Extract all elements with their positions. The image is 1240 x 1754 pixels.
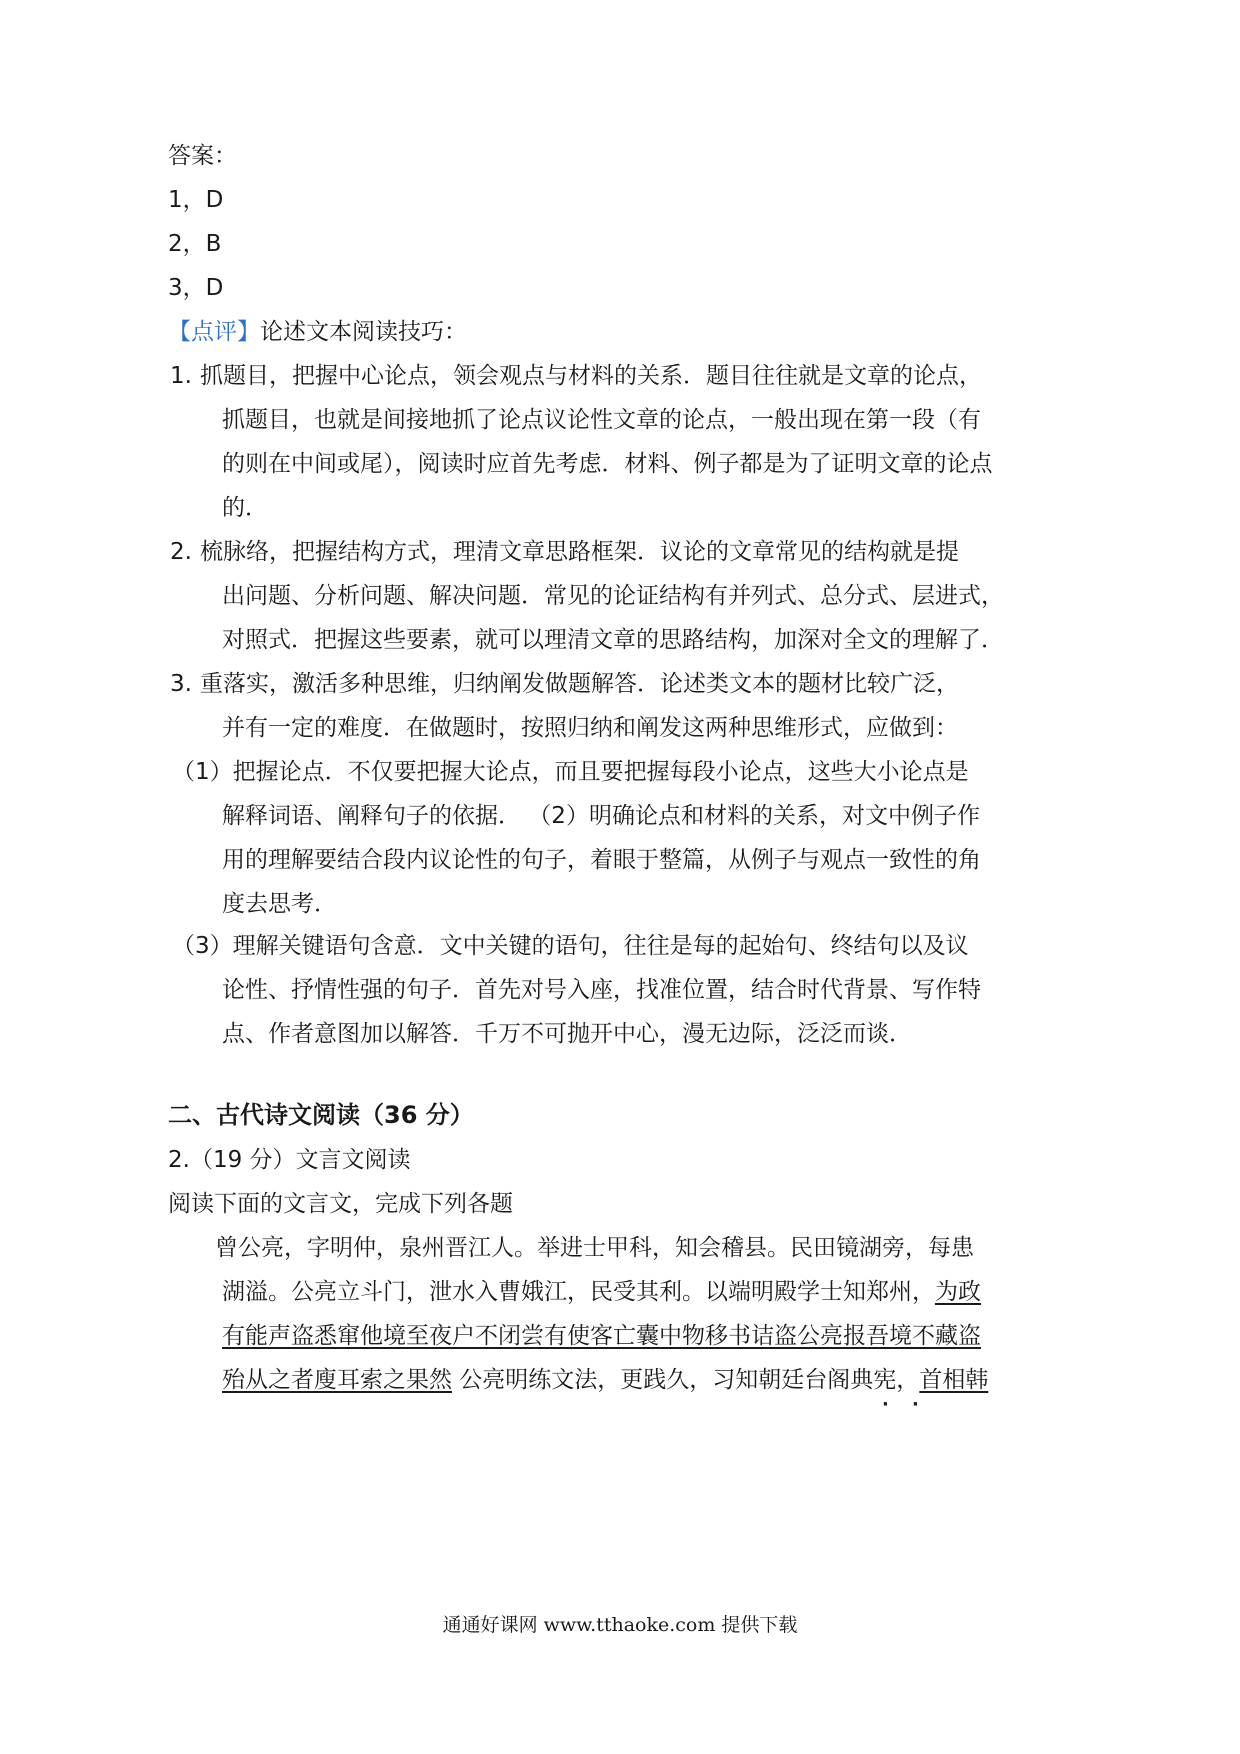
sub-point-3-line-1: （3）理解关键语句含意．文中关键的语句，往往是每的起始句、终结句以及议 — [172, 933, 969, 959]
answer-item-1: 1，D — [168, 187, 224, 213]
passage-line-4-tail: 首相韩 — [919, 1367, 989, 1393]
answer-item-2: 2，B — [168, 231, 222, 257]
sub-point-1-line-3: 用的理解要结合段内议论性的句子，着眼于整篇，从例子与观点一致性的角 — [222, 847, 981, 873]
point-1-number: 1. — [170, 363, 192, 389]
point-1-line-3: 的则在中间或尾），阅读时应首先考虑．材料、例子都是为了证明文章的论点 — [222, 451, 993, 477]
point-1-line-2: 抓题目，也就是间接地抓了论点议论性文章的论点，一般出现在第一段（有 — [222, 407, 981, 433]
comment-bracket-label: 【点评】 — [168, 319, 260, 345]
section-2-heading: 二、古代诗文阅读（36 分） — [168, 1101, 474, 1129]
passage-underlined-line-3: 有能声盗悉窜他境至夜户不闭尝有使客亡囊中物移书诘盗公亮报吾境不藏盗 — [222, 1323, 981, 1349]
passage-line-4-text: 公亮明练文法，更践久，习知朝廷台阁典宪， — [452, 1367, 920, 1393]
point-2-line-2: 出问题、分析问题、解决问题．常见的论证结构有并列式、总分式、层进式， — [222, 583, 1004, 609]
point-2-line-3: 对照式．把握这些要素，就可以理清文章的思路结构，加深对全文的理解了． — [222, 627, 1004, 653]
sub-point-3-line-2: 论性、抒情性强的句子．首先对号入座，找准位置，结合时代背景、写作特 — [222, 977, 981, 1003]
sub-point-1-line-4: 度去思考． — [222, 891, 337, 917]
point-1-line-1: 抓题目，把握中心论点，领会观点与材料的关系．题目往往就是文章的论点， — [200, 363, 982, 389]
point-3-number: 3. — [170, 671, 192, 697]
point-3-line-2: 并有一定的难度．在做题时，按照归纳和阐发这两种思维形式，应做到： — [222, 715, 958, 741]
page-footer: 通通好课网 www.tthaoke.com 提供下载 — [442, 1614, 798, 1636]
question-2-instruction: 阅读下面的文言文，完成下列各题 — [168, 1191, 513, 1217]
passage-line-2-text: 湖溢。公亮立斗门，泄水入曹娥江，民受其利。以端明殿学士知郑州， — [222, 1279, 935, 1305]
point-1-line-4: 的． — [222, 495, 268, 521]
emphasis-dot-2: · — [912, 1394, 919, 1415]
comment-title: 论述文本阅读技巧： — [260, 319, 467, 345]
sub-point-1-line-2: 解释词语、阐释句子的依据． （2）明确论点和材料的关系，对文中例子作 — [222, 803, 980, 829]
answer-item-3: 3，D — [168, 275, 224, 301]
sub-point-1-line-1: （1）把握论点．不仅要把握大论点，而且要把握每段小论点，这些大小论点是 — [172, 759, 969, 785]
answers-heading: 答案： — [168, 143, 237, 169]
passage-line-2 — [222, 1277, 981, 1307]
point-2-line-1: 梳脉络，把握结构方式，理清文章思路框架．议论的文章常见的结构就是提 — [200, 539, 959, 565]
passage-line-4 — [222, 1365, 988, 1395]
point-2-number: 2. — [170, 539, 192, 565]
passage-line-1: 曾公亮，字明仲，泉州晋江人。举进士甲科，知会稽县。民田镜湖旁，每患 — [215, 1235, 974, 1261]
emphasis-dot-1: · — [882, 1394, 889, 1415]
point-3-line-1: 重落实，激活多种思维，归纳阐发做题解答．论述类文本的题材比较广泛， — [200, 671, 959, 697]
question-2-title: 2.（19 分）文言文阅读 — [168, 1147, 411, 1173]
passage-underlined-end: 殆从之者廋耳索之果然 — [222, 1367, 452, 1393]
passage-underlined-start: 为政 — [935, 1279, 981, 1305]
sub-point-3-line-3: 点、作者意图加以解答．千万不可抛开中心，漫无边际，泛泛而谈． — [222, 1021, 912, 1047]
comment-title-line — [168, 317, 467, 347]
